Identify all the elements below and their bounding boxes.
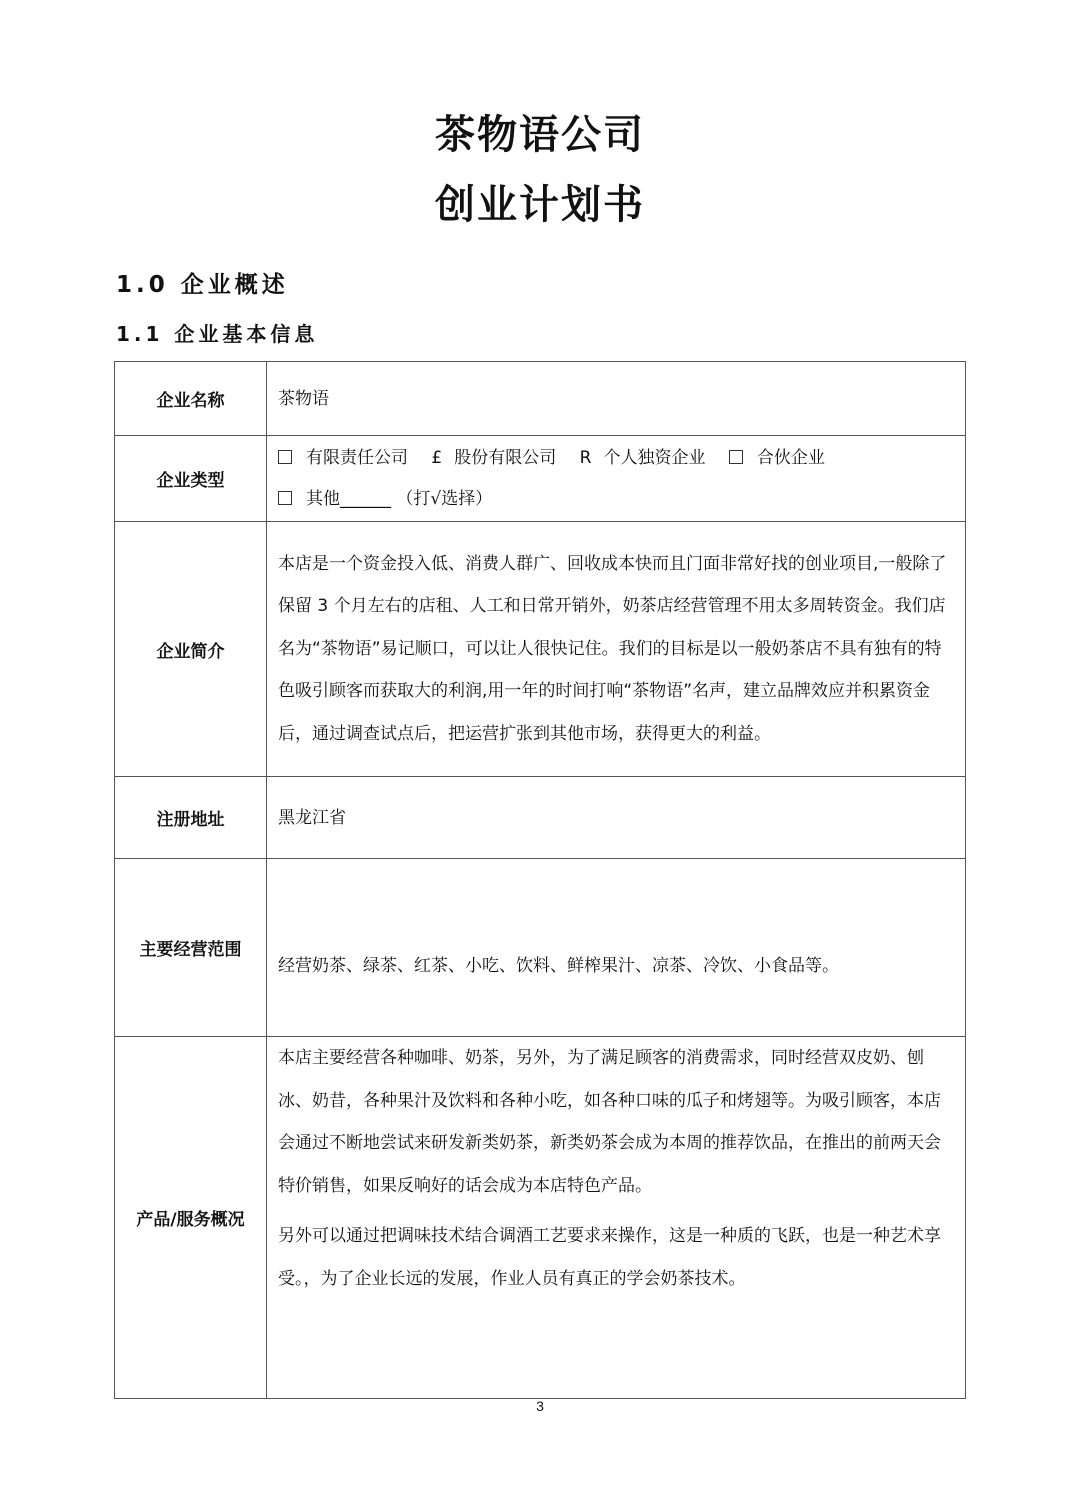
company-intro-value: 本店是一个资金投入低、消费人群广、回收成本快而且门面非常好找的创业项目,一般除了保留 3 个月左右的店租、人工和日常开销外，奶茶店经营管理不用太多周转资金。我们店名为“茶物语”易记顺口，可以让人很快记住。我们的目标是以一般奶茶店不具有独有的特色吸引顾客而获取大的利润,用一年的时间打响“茶物语”名声，建立品牌效应并积累资金后，通过调查试点后，把运营扩张到其他市场，获得更大的利益。 (267, 522, 966, 777)
options-line-2 (278, 479, 955, 520)
business-scope-value: 经营奶茶、绿茶、红茶、小吃、饮料、鲜榨果汁、凉茶、冷饮、小食品等。 (267, 859, 966, 1037)
option-limited-liability: 有限责任公司 (278, 448, 408, 468)
row-label-registered-address: 注册地址 (115, 777, 267, 859)
table-row (115, 777, 966, 859)
option-joint-stock: £ 股份有限公司 (431, 447, 557, 468)
company-info-table (114, 361, 966, 1399)
row-label-product-overview: 产品/服务概况 (115, 1037, 267, 1399)
pound-mark: £ (431, 447, 443, 468)
checkbox-icon (729, 450, 743, 464)
checkbox-icon (278, 491, 292, 505)
document-subtitle: 创业计划书 (435, 182, 645, 228)
option-partnership: 合伙企业 (729, 448, 825, 468)
company-name-value: 茶物语 (267, 362, 966, 436)
checkbox-icon (278, 450, 292, 464)
table-row (115, 859, 966, 1037)
row-label-company-type: 企业类型 (115, 436, 267, 522)
table-row (115, 522, 966, 777)
company-type-options (267, 436, 966, 522)
registered-address-value: 黑龙江省 (267, 777, 966, 859)
product-overview-paragraph-2: 另外可以通过把调味技术结合调酒工艺要求来操作，这是一种质的飞跃，也是一种艺术享受。，为了企业长远的发展，作业人员有真正的学会奶茶技术。 (278, 1226, 941, 1289)
product-overview-paragraph-1: 本店主要经营各种咖啡、奶茶，另外，为了满足顾客的消费需求，同时经营双皮奶、刨冰、奶昔，各种果汁及饮料和各种小吃，如各种口味的瓜子和烤翅等。为吸引顾客，本店会通过不断地尝试来研发新类奶茶，新类奶茶会成为本周的推荐饮品，在推出的前两天会特价销售，如果反响好的话会成为本店特色产品。 (278, 1048, 941, 1196)
subsection-heading: 1.1 企业基本信息 (116, 322, 319, 346)
option-other: 其他______ （打√选择） (278, 489, 492, 509)
option-sole-proprietorship: R 个人独资企业 (579, 447, 706, 468)
r-mark: R (579, 447, 592, 468)
table-row (115, 1037, 966, 1399)
table-row (115, 362, 966, 436)
row-label-company-name: 企业名称 (115, 362, 267, 436)
row-label-business-scope: 主要经营范围 (115, 859, 267, 1037)
document-title: 茶物语公司 (435, 112, 645, 158)
options-line-1 (278, 438, 955, 479)
product-overview-value (267, 1037, 966, 1399)
page-number: 3 (536, 1398, 544, 1414)
section-heading: 1.0 企业概述 (116, 272, 289, 298)
table-row (115, 436, 966, 522)
row-label-company-intro: 企业简介 (115, 522, 267, 777)
